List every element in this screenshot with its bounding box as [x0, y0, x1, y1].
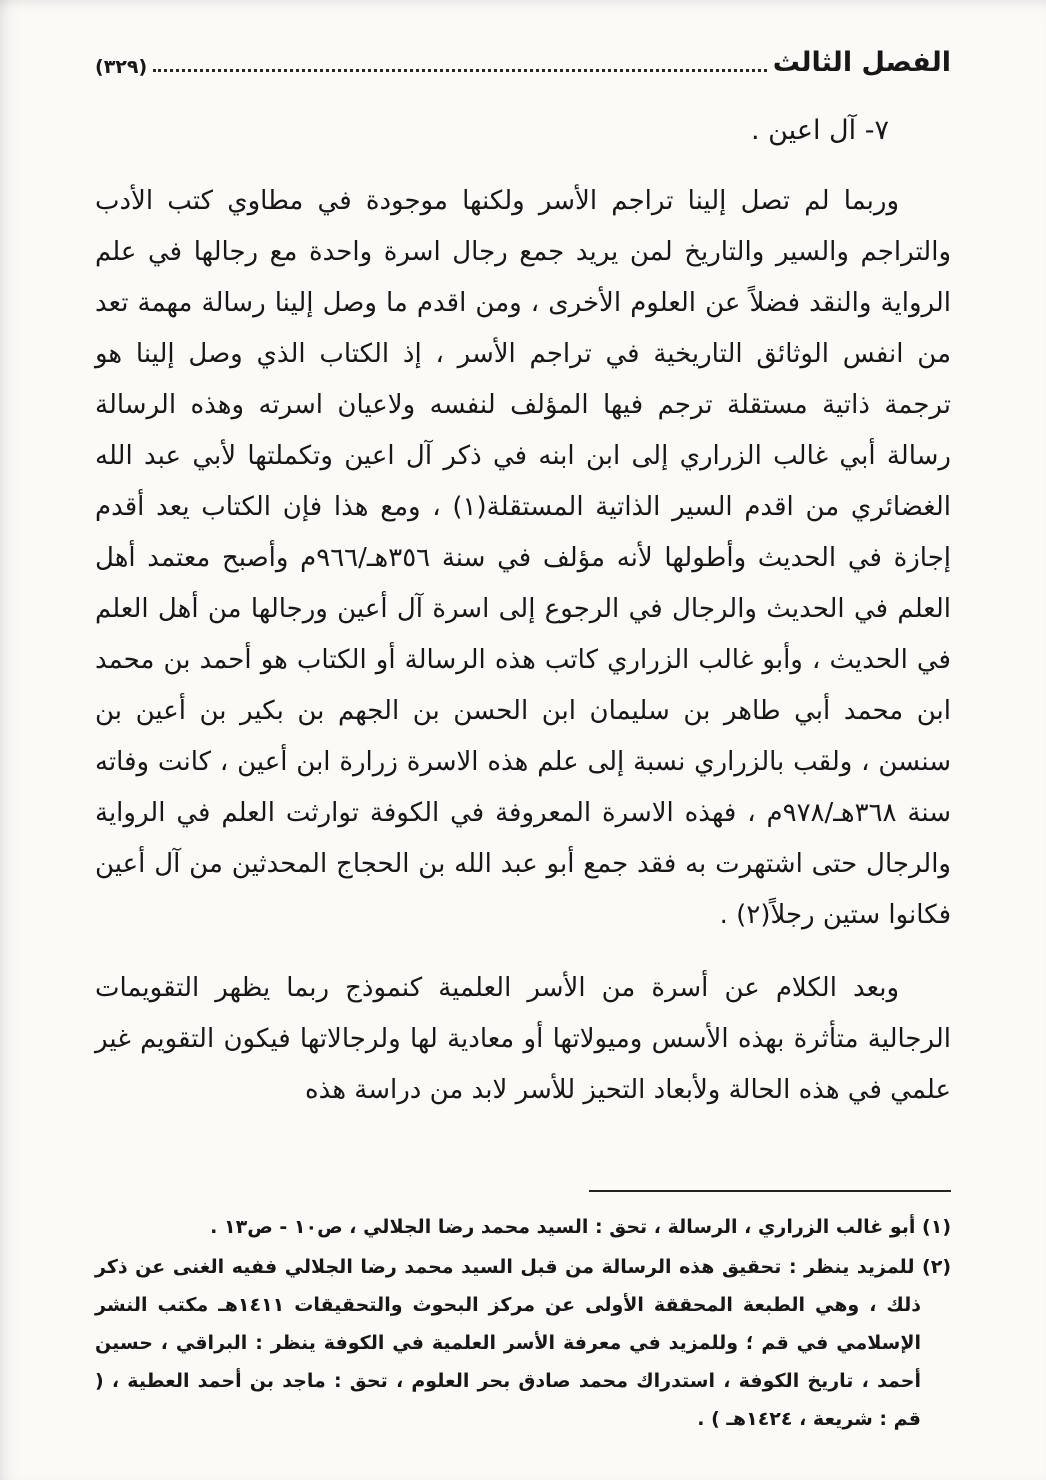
- footnote-separator: [589, 1190, 951, 1192]
- page-body: [95, 112, 951, 1116]
- page-number: (٣٢٩): [95, 56, 148, 78]
- header-dotted-leader: [153, 69, 767, 72]
- section-heading: ٧- آل اعين .: [750, 115, 889, 146]
- footnote-2: (٢) للمزيد ينظر : تحقيق هذه الرسالة من قبل السيد محمد رضا الجلالي ففيه الغنى عن ذكر ذلك ، وهي الطبعة المحققة الأولى عن مركز البحوث والتحقيقات ١٤١١هـ مكتب النشر الإسلامي في قم ؛ وللمزيد في معرفة الأسر العلمية في الكوفة ينظر : البراقي ، حسين أحمد ، تاريخ الكوفة ، استدراك محمد صادق بحر العلوم ، تحق : ماجد بن أحمد العطية ، ( قم : شريعة ، ١٤٢٤هـ ) .: [95, 1256, 951, 1430]
- chapter-title: الفصل الثالث: [772, 47, 951, 78]
- paragraph-2: وبعد الكلام عن أسرة من الأسر العلمية كنموذج ربما يظهر التقويمات الرجالية متأثرة بهذه الأسس وميولاتها أو معادية لها ولرجالاتها فيكون التقويم غير علمي في هذه الحالة ولأبعاد التحيز للأسر لابد من دراسة هذه: [95, 972, 951, 1105]
- page-header: [95, 36, 951, 78]
- footnote-1: (١) أبو غالب الزراري ، الرسالة ، تحق : السيد محمد رضا الجلالي ، ص١٠ - ص١٣ .: [210, 1216, 951, 1238]
- paragraph-1: وربما لم تصل إلينا تراجم الأسر ولكنها موجودة في مطاوي كتب الأدب والتراجم والسير والتاريخ لمن يريد جمع رجال اسرة واحدة مع رجالها في علم الرواية والنقد فضلاً عن العلوم الأخرى ، ومن اقدم ما وصل إلينا رسالة مهمة تعد من انفس الوثائق التاريخية في تراجم الأسر ، إذ الكتاب الذي وصل إلينا هو ترجمة ذاتية مستقلة ترجم فيها المؤلف لنفسه ولاعيان اسرته وهذه الرسالة رسالة أبي غالب الزراري إلى ابن ابنه في ذكر آل اعين وتكملتها لأبي عبد الله الغضائري من اقدم السير الذاتية المستقلة(١) ، ومع هذا فإن الكتاب يعد أقدم إجازة في الحديث وأطولها لأنه مؤلف في سنة ٣٥٦هـ/٩٦٦م وأصبح معتمد أهل العلم في الحديث والرجال في الرجوع إلى اسرة آل أعين ورجالها من أهل العلم في الحديث ، وأبو غالب الزراري كاتب هذه الرسالة أو الكتاب هو أحمد بن محمد ابن محمد أبي طاهر بن سليمان ابن الحسن بن الجهم بن بكير بن أعين بن سنسن ، ولقب بالزراري نسبة إلى علم هذه الاسرة زرارة ابن أعين ، كانت وفاته سنة ٣٦٨هـ/٩٧٨م ، فهذه الاسرة المعروفة في الكوفة توارثت العلم في الرواية والرجال حتى اشتهرت به فقد جمع أبو عبد الله بن الحجاج المحدثين من آل أعين فكانوا ستين رجلاً(٢) .: [95, 185, 951, 930]
- footnote-area: [95, 1190, 951, 1440]
